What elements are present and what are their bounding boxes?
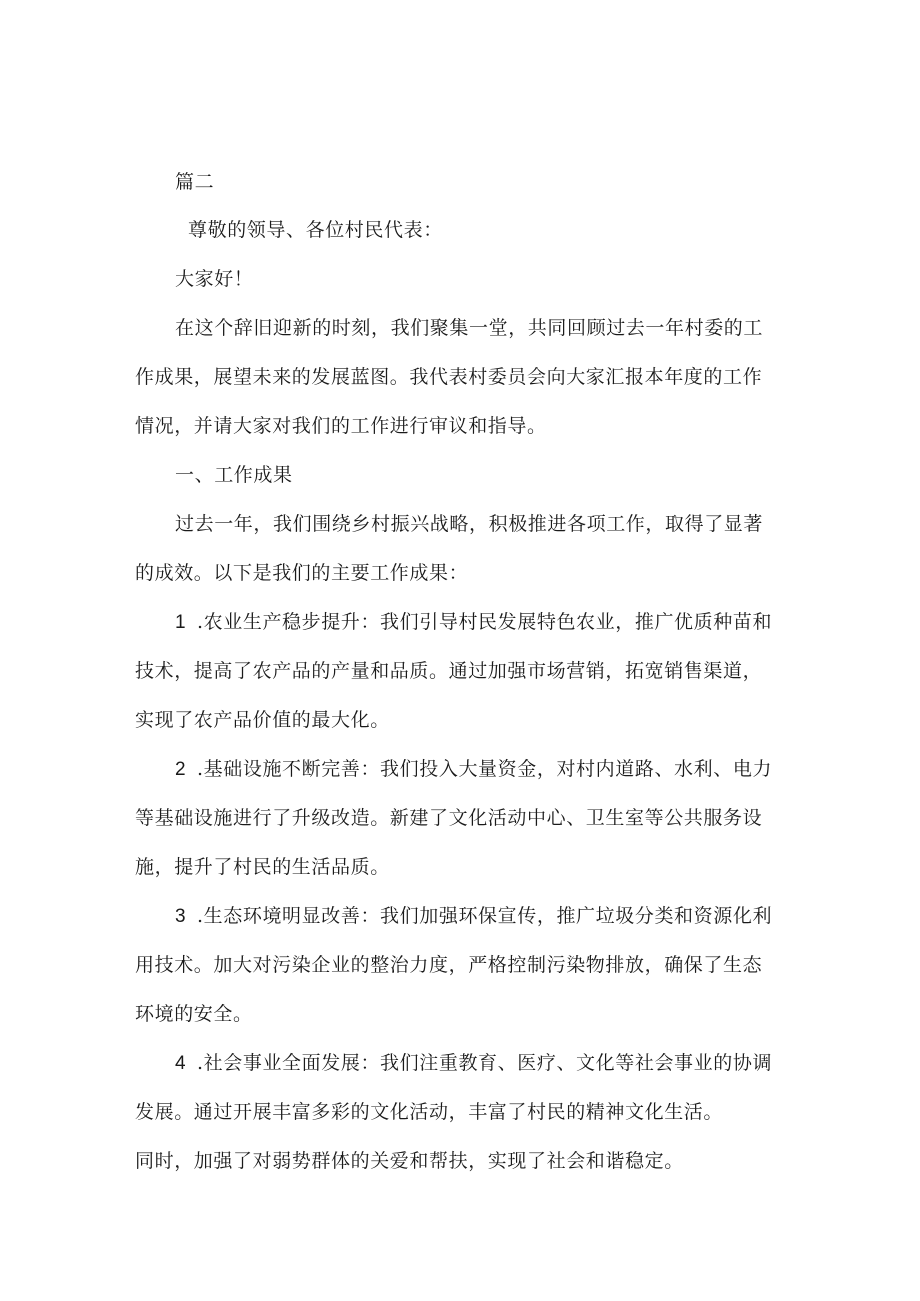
salutation: 尊敬的领导、各位村民代表： [188,219,443,241]
closing-line: 同时，加强了对弱势群体的关爱和帮扶，实现了社会和谐稳定。 [135,1150,684,1172]
intro-line-1: 在这个辞旧迎新的时刻，我们聚集一堂，共同回顾过去一年村委的工 [175,317,764,339]
list-item-2-line-2: 等基础设施进行了升级改造。新建了文化活动中心、卫生室等公共服务设 [135,807,763,829]
list-item-4-line-2: 发展。通过开展丰富多彩的文化活动，丰富了村民的精神文化生活。 [135,1101,724,1123]
list-item-number: 1 [175,612,187,633]
list-item-text: .农业生产稳步提升：我们引导村民发展特色农业，推广优质种苗和 [197,611,773,633]
section-title: 篇二 [175,171,215,193]
list-item-number: 4 [175,1053,187,1074]
list-item-3-line-2: 用技术。加大对污染企业的整治力度，严格控制污染物排放，确保了生态 [135,954,763,976]
list-item-1-line-2: 技术，提高了农产品的产量和品质。通过加强市场营销，拓宽销售渠道， [135,660,763,682]
heading-work-results: 一、工作成果 [175,464,293,486]
summary-line-1: 过去一年，我们围绕乡村振兴战略，积极推进各项工作，取得了显著 [175,513,764,535]
greeting: 大家好！ [175,268,254,290]
list-item-3-line-3: 环境的安全。 [135,1003,253,1025]
list-item-1-line-3: 实现了农产品价值的最大化。 [135,709,390,731]
list-item-number: 3 [175,906,187,927]
list-item-1 [175,610,835,635]
list-item-2 [175,757,835,782]
list-item-4 [175,1051,835,1076]
list-item-number: 2 [175,759,187,780]
summary-line-2: 的成效。以下是我们的主要工作成果： [135,562,469,584]
intro-line-3: 情况，并请大家对我们的工作进行审议和指导。 [135,415,547,437]
list-item-text: .基础设施不断完善：我们投入大量资金，对村内道路、水利、电力 [197,758,773,780]
list-item-text: .社会事业全面发展：我们注重教育、医疗、文化等社会事业的协调 [197,1052,773,1074]
list-item-text: .生态环境明显改善：我们加强环保宣传，推广垃圾分类和资源化利 [197,905,773,927]
list-item-2-line-3: 施，提升了村民的生活品质。 [135,856,390,878]
list-item-3 [175,904,835,929]
intro-line-2: 作成果，展望未来的发展蓝图。我代表村委员会向大家汇报本年度的工作 [135,366,763,388]
